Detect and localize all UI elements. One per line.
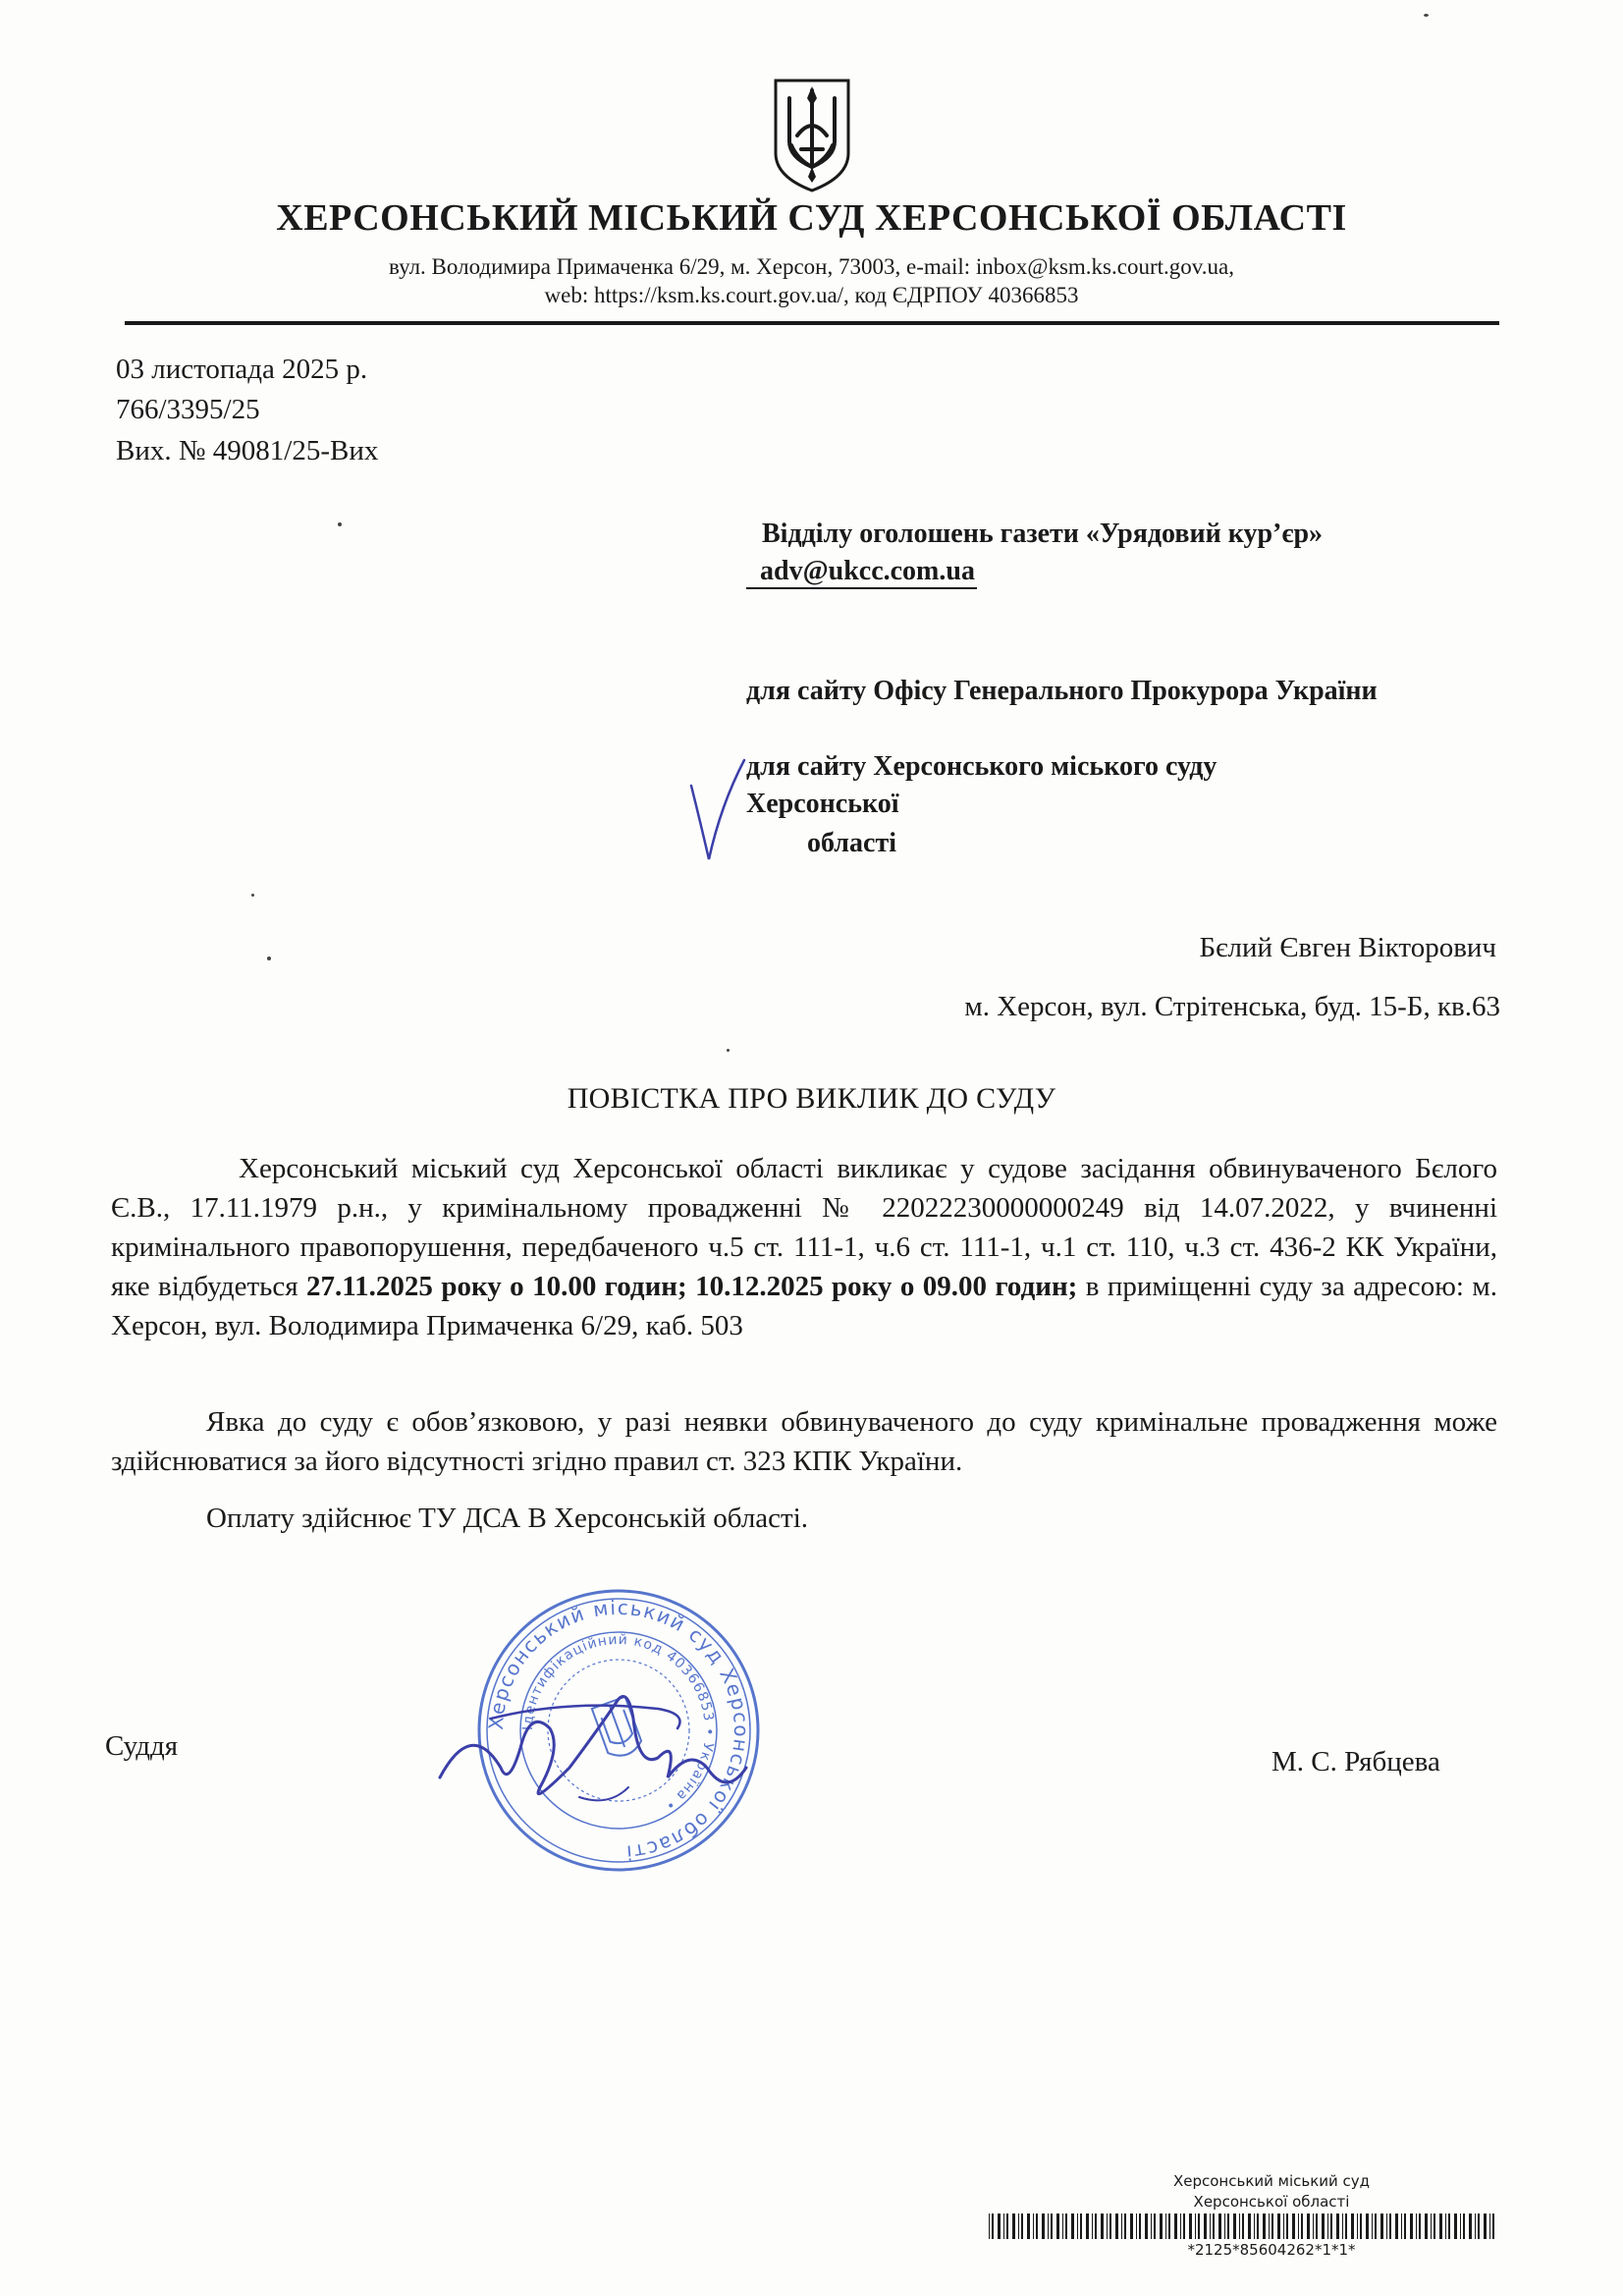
footer-court-line2: Херсонської області <box>1193 2193 1350 2211</box>
barcode-bar <box>1463 2214 1465 2239</box>
summons-paragraph <box>111 1149 1497 1345</box>
barcode-bar <box>1227 2214 1229 2239</box>
barcode-bar <box>1263 2214 1266 2239</box>
barcode-bar <box>1189 2214 1192 2239</box>
barcode-bar <box>1095 2214 1097 2239</box>
barcode-bar <box>1316 2214 1318 2239</box>
barcode-bar <box>1277 2214 1280 2239</box>
barcode-bar <box>1478 2214 1480 2239</box>
barcode-bar <box>1115 2214 1118 2239</box>
barcode-bar <box>1345 2214 1347 2239</box>
summons-text-part1: Херсонський міський суд Херсонської області викликає у судове засідання обвинуваченого Бєлого Є.В., 17.11.1979 р.н., у кримінальному провадженні № 22022230000000249 від 14.07.2022, у вчиненні кримінального правопорушення, передбаченого ч.5 ст. 111-1, ч.6 ст. 111-1, ч.1 ст. 110, ч.3 ст. 436-2 КК України, яке відбудеться <box>111 1153 1497 1302</box>
barcode-bar <box>1195 2214 1196 2239</box>
barcode-bar <box>1475 2214 1476 2239</box>
barcode-bar <box>1401 2214 1402 2239</box>
handwritten-checkmark-icon <box>687 756 746 864</box>
barcode-bar <box>1239 2214 1240 2239</box>
barcode-bar <box>1366 2214 1369 2239</box>
scan-speck <box>1424 14 1429 17</box>
barcode-bar <box>1342 2214 1343 2239</box>
barcode-bar <box>1434 2214 1435 2239</box>
barcode-bar <box>1454 2214 1457 2239</box>
barcode-bar <box>1036 2214 1038 2239</box>
barcode-bar <box>1018 2214 1019 2239</box>
barcode-bar <box>1233 2214 1236 2239</box>
judge-signature <box>432 1660 756 1846</box>
barcode-bar <box>1330 2214 1332 2239</box>
addressee-name: Бєлий Євген Вікторович <box>1199 932 1496 963</box>
barcode-bar <box>1151 2214 1152 2239</box>
barcode-bar <box>1092 2214 1093 2239</box>
letter-date: 03 листопада 2025 р. <box>116 354 368 385</box>
barcode-bar <box>1174 2214 1177 2239</box>
case-number: 766/3395/25 <box>116 394 260 425</box>
barcode-bar <box>1077 2214 1078 2239</box>
scan-speck <box>251 894 254 897</box>
barcode-bar <box>992 2214 994 2239</box>
court-title: ХЕРСОНСЬКИЙ МІСЬКИЙ СУД ХЕРСОНСЬКОЇ ОБЛАСТІ <box>276 197 1347 239</box>
barcode-bar <box>1439 2214 1442 2239</box>
barcode-bar <box>1336 2214 1339 2239</box>
barcode-bar <box>1460 2214 1461 2239</box>
barcode-bar <box>1048 2214 1049 2239</box>
barcode-bar <box>1283 2214 1284 2239</box>
barcode-bar <box>1445 2214 1446 2239</box>
court-address-line2: web: https://ksm.ks.court.gov.ua/, код ЄДРПОУ 40366853 <box>544 283 1079 307</box>
barcode-bar <box>1425 2214 1428 2239</box>
stamp-outer-text: Херсонський міський суд Херсонської області <box>483 1595 754 1865</box>
barcode-bar <box>1218 2214 1221 2239</box>
barcode-bar <box>1292 2214 1295 2239</box>
recipient-court-site-line2: Херсонської <box>746 789 899 819</box>
barcode <box>989 2214 1499 2239</box>
barcode-bar <box>1360 2214 1362 2239</box>
footer-court-line1: Херсонський міський суд <box>1172 2172 1371 2190</box>
barcode-bar <box>1051 2214 1053 2239</box>
barcode-bar <box>1065 2214 1067 2239</box>
barcode-bar <box>1375 2214 1377 2239</box>
trident-emblem-icon <box>768 77 856 194</box>
recipient-court-site-line3: області <box>807 828 896 858</box>
header-divider <box>125 321 1499 325</box>
recipient-prosecutor-site: для сайту Офісу Генерального Прокурора України <box>746 676 1378 706</box>
barcode-bar <box>1322 2214 1325 2239</box>
scan-speck <box>267 957 271 960</box>
barcode-bar <box>1033 2214 1034 2239</box>
barcode-bar <box>1109 2214 1111 2239</box>
barcode-bar <box>1301 2214 1303 2239</box>
barcode-bar <box>1448 2214 1450 2239</box>
barcode-bar <box>1372 2214 1373 2239</box>
barcode-bar <box>1154 2214 1156 2239</box>
barcode-bar <box>1484 2214 1487 2239</box>
barcode-bar <box>1419 2214 1421 2239</box>
summons-text-part2: в приміщенні суду за адресою: м. Херсон, вул. Володимира Примаченка 6/29, каб. 503 <box>111 1271 1497 1341</box>
barcode-bar <box>1257 2214 1259 2239</box>
barcode-bar <box>1130 2214 1133 2239</box>
barcode-bar <box>1168 2214 1170 2239</box>
recipient-court-site-line1: для сайту Херсонського міського суду <box>746 751 1217 782</box>
barcode-bar <box>1489 2214 1490 2239</box>
attendance-paragraph: Явка до суду є обов’язковою, у разі неявки обвинуваченого до суду кримінальне провадження може здійснюватися за його відсутності згідно правил ст. 323 КПК України. <box>111 1406 1497 1477</box>
barcode-bar <box>1357 2214 1358 2239</box>
document-title: ПОВІСТКА ПРО ВИКЛИК ДО СУДУ <box>567 1082 1056 1115</box>
barcode-bar <box>1242 2214 1244 2239</box>
hearing-dates: 27.11.2025 року о 10.00 годин; 10.12.2025 року о 09.00 годин; <box>306 1271 1078 1302</box>
outgoing-number: Вих. № 49081/25-Вих <box>116 435 379 466</box>
judge-label: Суддя <box>105 1730 179 1762</box>
barcode-bar <box>1469 2214 1472 2239</box>
barcode-bar <box>1327 2214 1328 2239</box>
barcode-bar <box>1139 2214 1141 2239</box>
barcode-bar <box>1003 2214 1004 2239</box>
barcode-bar <box>1180 2214 1181 2239</box>
barcode-bar <box>1313 2214 1314 2239</box>
barcode-bar <box>1307 2214 1310 2239</box>
recipient-newspaper-email: adv@ukcc.com.ua <box>746 556 977 589</box>
barcode-bar <box>1121 2214 1122 2239</box>
barcode-bar <box>1248 2214 1251 2239</box>
barcode-bar <box>1386 2214 1387 2239</box>
judge-name: М. С. Рябцева <box>1271 1746 1440 1777</box>
barcode-bar <box>1021 2214 1023 2239</box>
barcode-bar <box>1012 2214 1015 2239</box>
recipient-newspaper: Відділу оголошень газети «Урядовий кур’єр» <box>762 519 1324 549</box>
addressee-address: м. Херсон, вул. Стрітенська, буд. 15-Б, кв.63 <box>964 991 1500 1022</box>
barcode-bar <box>1271 2214 1273 2239</box>
scan-speck <box>338 522 342 526</box>
stamp-inner-text: Ідентифікаційний код 40366853 • Україна • <box>519 1631 718 1815</box>
barcode-bar <box>1210 2214 1211 2239</box>
barcode-bar <box>1160 2214 1163 2239</box>
barcode-bar <box>1027 2214 1030 2239</box>
barcode-bar <box>1224 2214 1225 2239</box>
barcode-bar <box>1213 2214 1215 2239</box>
barcode-bar <box>1269 2214 1270 2239</box>
barcode-bar <box>1204 2214 1207 2239</box>
barcode-bar <box>1254 2214 1255 2239</box>
barcode-bar <box>1101 2214 1104 2239</box>
barcode-bar <box>998 2214 1001 2239</box>
barcode-bar <box>1086 2214 1089 2239</box>
barcode-bar <box>1286 2214 1288 2239</box>
barcode-bar <box>1410 2214 1413 2239</box>
scan-speck <box>727 1049 730 1052</box>
barcode-bar <box>1124 2214 1126 2239</box>
court-address-line1: вул. Володимира Примаченка 6/29, м. Херсон, 73003, e-mail: inbox@ksm.ks.court.gov.ua, <box>389 254 1234 279</box>
barcode-bar <box>1062 2214 1063 2239</box>
payment-paragraph: Оплату здійснює ТУ ДСА В Херсонській області. <box>206 1503 809 1534</box>
barcode-bar <box>1006 2214 1008 2239</box>
barcode-bar <box>1145 2214 1148 2239</box>
barcode-bar <box>1298 2214 1299 2239</box>
barcode-bar <box>1107 2214 1108 2239</box>
barcode-bar <box>989 2214 990 2239</box>
barcode-bar <box>1389 2214 1391 2239</box>
barcode-bar <box>1416 2214 1417 2239</box>
barcode-bar <box>1351 2214 1354 2239</box>
barcode-bar <box>1380 2214 1383 2239</box>
barcode-bar <box>1183 2214 1185 2239</box>
barcode-bar <box>1198 2214 1200 2239</box>
barcode-bar <box>1404 2214 1406 2239</box>
barcode-bar <box>1492 2214 1494 2239</box>
barcode-bar <box>1042 2214 1045 2239</box>
barcode-bar <box>1071 2214 1074 2239</box>
barcode-bar <box>1165 2214 1166 2239</box>
barcode-bar <box>1136 2214 1137 2239</box>
barcode-bar <box>1080 2214 1082 2239</box>
barcode-bar <box>1431 2214 1432 2239</box>
barcode-bar <box>1395 2214 1398 2239</box>
barcode-number: *2125*85604262*1*1* <box>1187 2241 1356 2259</box>
barcode-bar <box>1056 2214 1059 2239</box>
